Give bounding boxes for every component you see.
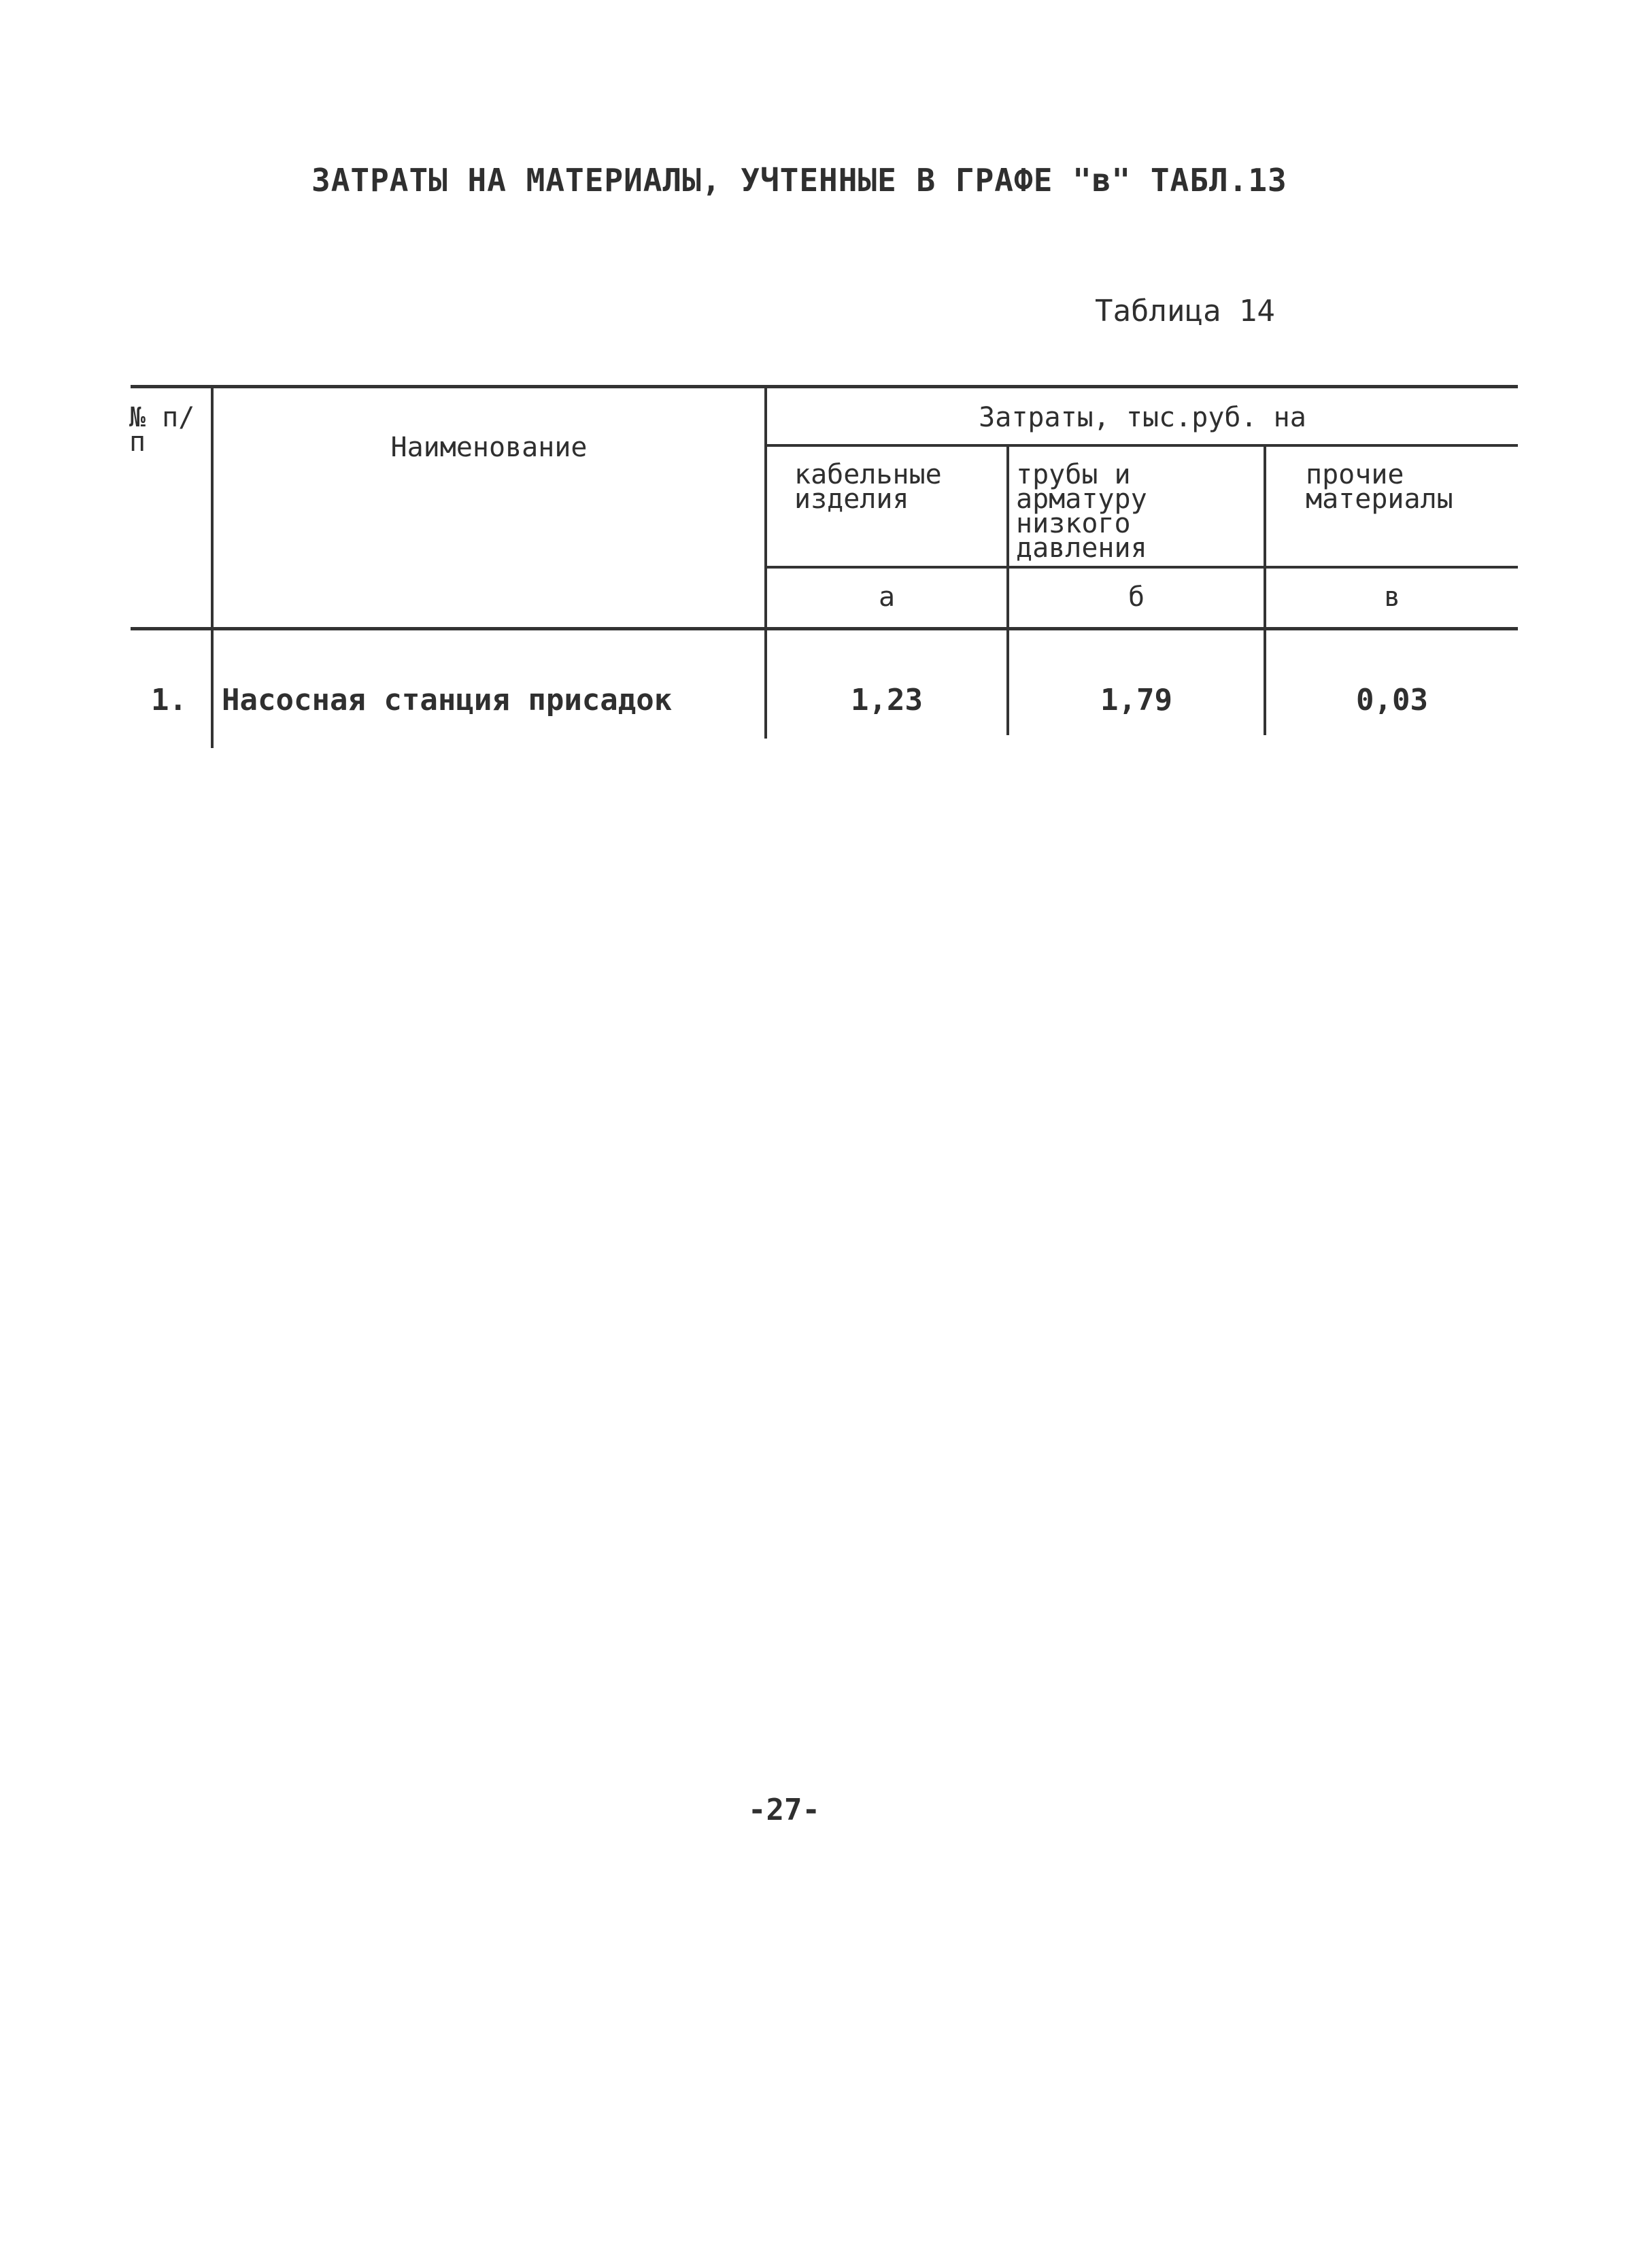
page-number: -27- — [748, 1793, 820, 1827]
row-value-b: 1,79 — [1100, 683, 1172, 717]
header-letter-a: а — [878, 581, 896, 613]
document-title: ЗАТРАТЫ НА МАТЕРИАЛЫ, УЧТЕННЫЕ В ГРАФЕ "в" ТАБЛ.13 — [311, 162, 1287, 199]
header-bottom-rule — [131, 627, 1518, 630]
header-col-c: прочие материалы — [1306, 459, 1453, 515]
header-letter-b: б — [1128, 581, 1145, 613]
table-caption: Таблица 14 — [1095, 294, 1275, 328]
header-letter-c: в — [1383, 581, 1401, 613]
row-num: 1. — [151, 683, 187, 717]
row-value-a: 1,23 — [851, 683, 923, 717]
row-name: Насосная станция присадок — [222, 683, 673, 717]
header-col-a: кабельные изделия — [794, 459, 942, 515]
subheader-rule — [764, 566, 1518, 569]
table-top-rule — [131, 385, 1518, 388]
header-num: № п/п — [129, 402, 195, 458]
header-name: Наименование — [390, 432, 588, 463]
group-header-rule — [764, 444, 1518, 447]
header-col-b: трубы и арматуру низкого давления — [1016, 459, 1147, 564]
row-value-c: 0,03 — [1356, 683, 1428, 717]
header-group: Затраты, тыс.руб. на — [979, 402, 1306, 433]
